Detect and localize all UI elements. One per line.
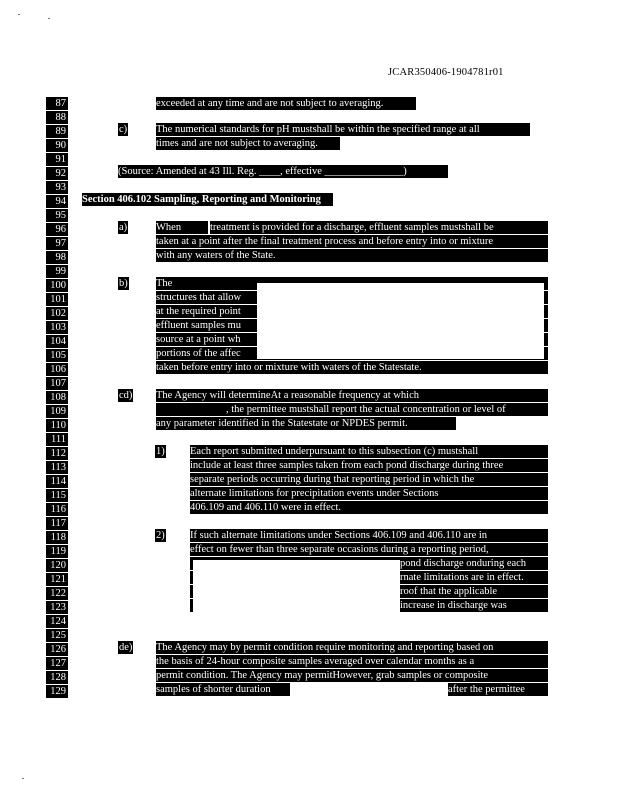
line-number: 115 — [46, 489, 68, 502]
redaction-block — [193, 560, 400, 618]
label-b: b) — [119, 278, 128, 289]
text-line-102: at the required point — [156, 305, 548, 318]
text-line-116: 406.109 and 406.110 were in effect. — [190, 501, 548, 514]
redaction-mark — [156, 403, 226, 416]
text-line-120: pond discharge onduring each — [400, 557, 548, 570]
line-number: 89 — [46, 125, 68, 138]
line-number: 125 — [46, 629, 68, 642]
text-line-96-start: When — [156, 221, 186, 234]
line-number: 95 — [46, 209, 68, 222]
text-line-110: any parameter identified in the Statestate or NPDES permit. — [156, 417, 456, 430]
text-line-129-start: samples of shorter duration — [156, 683, 290, 696]
redaction-mark — [186, 221, 208, 234]
text-line-129-end: after the permittee — [448, 683, 548, 696]
text-line-98: with any waters of the State. — [156, 249, 548, 262]
line-number: 116 — [46, 503, 68, 516]
text-line-128: permit condition. The Agency may permitHowever, grab samples or composite — [156, 669, 548, 682]
label-1: 1) — [156, 446, 165, 457]
text-line-123: increase in discharge was — [400, 599, 548, 612]
line-number: 112 — [46, 447, 68, 460]
line-number: 126 — [46, 643, 68, 656]
text-line-105: portions of the affec — [156, 347, 548, 360]
text-line-127: the basis of 24-hour composite samples averaged over calendar months as a — [156, 655, 548, 668]
line-number: 102 — [46, 307, 68, 320]
text-line-96-end: treatment is provided for a discharge, effluent samples mustshall be — [210, 221, 548, 234]
line-number: 98 — [46, 251, 68, 264]
scan-speck — [48, 18, 50, 19]
line-number: 103 — [46, 321, 68, 334]
line-number: 123 — [46, 601, 68, 614]
label-a: a) — [119, 222, 128, 233]
label-de: de) — [119, 642, 133, 653]
text-line-103: effluent samples mu — [156, 319, 548, 332]
line-number: 121 — [46, 573, 68, 586]
label-c: c) — [119, 124, 128, 135]
scan-speck — [22, 778, 24, 779]
line-number: 107 — [46, 377, 68, 390]
text-line-109: , the permittee mustshall report the actual concentration or level of — [226, 403, 548, 416]
line-number: 113 — [46, 461, 68, 474]
line-number: 88 — [46, 111, 68, 124]
text-line-87: exceeded at any time and are not subject to averaging. — [156, 97, 416, 110]
line-number: 100 — [46, 279, 68, 292]
line-number: 119 — [46, 545, 68, 558]
line-number: 105 — [46, 349, 68, 362]
document-id: JCAR350406-1904781r01 — [388, 67, 504, 78]
text-line-122: roof that the applicable — [400, 585, 548, 598]
line-number: 101 — [46, 293, 68, 306]
line-number: 94 — [46, 195, 68, 208]
text-line-100: The — [156, 277, 548, 290]
redaction-block — [257, 283, 544, 359]
line-number: 90 — [46, 139, 68, 152]
line-number: 106 — [46, 363, 68, 376]
line-number: 104 — [46, 335, 68, 348]
line-number: 114 — [46, 475, 68, 488]
label-2: 2) — [156, 530, 165, 541]
section-heading: Section 406.102 Sampling, Reporting and Monitoring — [82, 193, 333, 206]
text-line-106: taken before entry into or mixture with waters of the Statestate. — [156, 361, 548, 374]
line-number: 96 — [46, 223, 68, 236]
line-number: 109 — [46, 405, 68, 418]
line-number: 127 — [46, 657, 68, 670]
line-number: 117 — [46, 517, 68, 530]
text-line-115: alternate limitations for precipitation events under Sections — [190, 487, 548, 500]
text-line-114: separate periods occurring during that reporting period in which the — [190, 473, 548, 486]
line-number: 108 — [46, 391, 68, 404]
text-line-90: times and are not subject to averaging. — [156, 137, 340, 150]
text-line-126: The Agency may by permit condition require monitoring and reporting based on — [156, 641, 548, 654]
text-line-119: effect on fewer than three separate occasions during a reporting period, — [190, 543, 548, 556]
line-number: 128 — [46, 671, 68, 684]
line-number: 110 — [46, 419, 68, 432]
text-line-112: Each report submitted underpursuant to this subsection (c) mustshall — [190, 445, 548, 458]
text-line-121: rnate limitations are in effect. — [400, 571, 548, 584]
line-number: 93 — [46, 181, 68, 194]
text-line-92: (Source: Amended at 43 Ill. Reg. ____, effective _______________) — [118, 165, 448, 178]
text-line-113: include at least three samples taken from each pond discharge during three — [190, 459, 548, 472]
line-number: 120 — [46, 559, 68, 572]
scan-speck — [18, 14, 20, 15]
text-line-108: The Agency will determineAt a reasonable frequency at which — [156, 389, 548, 402]
line-number: 111 — [46, 433, 68, 446]
text-line-101: structures that allow — [156, 291, 548, 304]
line-number: 99 — [46, 265, 68, 278]
text-line-89: The numerical standards for pH mustshall be within the specified range at all — [156, 123, 530, 136]
line-number: 129 — [46, 685, 68, 698]
text-line-118: If such alternate limitations under Sections 406.109 and 406.110 are in — [190, 529, 548, 542]
line-number: 122 — [46, 587, 68, 600]
line-number: 92 — [46, 167, 68, 180]
line-number: 97 — [46, 237, 68, 250]
line-number: 91 — [46, 153, 68, 166]
label-cd: cd) — [119, 390, 133, 401]
text-line-104: source at a point wh — [156, 333, 548, 346]
line-number: 118 — [46, 531, 68, 544]
redaction-block — [290, 683, 448, 696]
text-line-97: taken at a point after the final treatment process and before entry into or mixture — [156, 235, 548, 248]
line-number: 124 — [46, 615, 68, 628]
line-number: 87 — [46, 97, 68, 110]
